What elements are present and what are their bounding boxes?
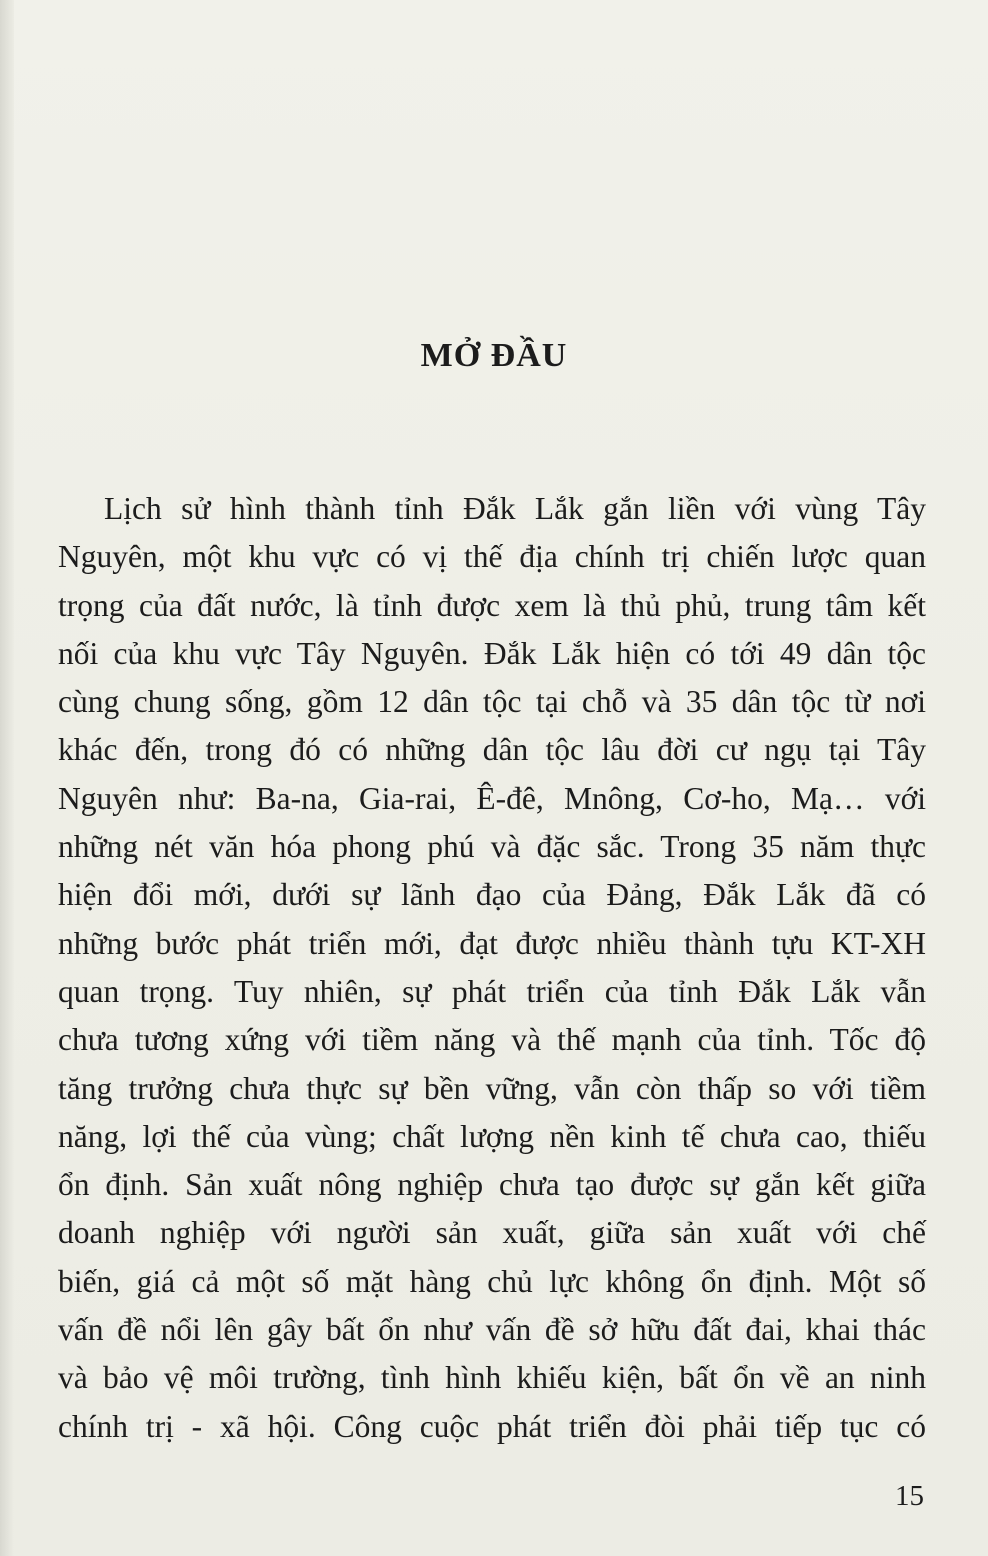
- paragraph: [58, 485, 926, 1451]
- chapter-heading: MỞ ĐẦU: [420, 337, 568, 374]
- paragraph-line: những nét văn hóa phong phú và đặc sắc. Trong 35 năm thực: [58, 829, 926, 865]
- paragraph-line: tăng trưởng chưa thực sự bền vững, vẫn còn thấp so với tiềm: [58, 1070, 926, 1106]
- paragraph-line: Nguyên, một khu vực có vị thế địa chính trị chiến lược quan: [58, 539, 926, 575]
- paragraph-line: doanh nghiệp với người sản xuất, giữa sản xuất với chế: [58, 1215, 926, 1251]
- paragraph-line: ổn định. Sản xuất nông nghiệp chưa tạo được sự gắn kết giữa: [58, 1167, 926, 1203]
- paragraph-line: vấn đề nổi lên gây bất ổn như vấn đề sở hữu đất đai, khai thác: [58, 1312, 926, 1348]
- paragraph-line: nối của khu vực Tây Nguyên. Đắk Lắk hiện có tới 49 dân tộc: [58, 635, 926, 671]
- paragraph-line: quan trọng. Tuy nhiên, sự phát triển của tỉnh Đắk Lắk vẫn: [58, 973, 926, 1009]
- page-number: 15: [895, 1480, 924, 1512]
- paragraph-line: Lịch sử hình thành tỉnh Đắk Lắk gắn liền với vùng Tây: [104, 491, 926, 526]
- paragraph-line: Nguyên như: Ba-na, Gia-rai, Ê-đê, Mnông, Cơ-ho, Mạ… với: [58, 780, 926, 816]
- paragraph-line: và bảo vệ môi trường, tình hình khiếu kiện, bất ổn về an ninh: [58, 1360, 926, 1396]
- paragraph-line: biến, giá cả một số mặt hàng chủ lực không ổn định. Một số: [58, 1263, 926, 1299]
- paragraph-line: chưa tương xứng với tiềm năng và thế mạnh của tỉnh. Tốc độ: [58, 1022, 926, 1058]
- paragraph-line: chính trị - xã hội. Công cuộc phát triển đòi phải tiếp tục có: [58, 1408, 926, 1444]
- paragraph-line: trọng của đất nước, là tỉnh được xem là thủ phủ, trung tâm kết: [58, 587, 926, 623]
- paragraph-line: hiện đổi mới, dưới sự lãnh đạo của Đảng, Đắk Lắk đã có: [58, 877, 926, 913]
- paragraph-line: cùng chung sống, gồm 12 dân tộc tại chỗ và 35 dân tộc từ nơi: [58, 684, 926, 720]
- paragraph-line: những bước phát triển mới, đạt được nhiều thành tựu KT-XH: [58, 925, 926, 961]
- scan-edge-shadow: [0, 0, 14, 1556]
- paragraph-line: khác đến, trong đó có những dân tộc lâu đời cư ngụ tại Tây: [58, 732, 926, 768]
- paragraph-line: năng, lợi thế của vùng; chất lượng nền kinh tế chưa cao, thiếu: [58, 1118, 926, 1154]
